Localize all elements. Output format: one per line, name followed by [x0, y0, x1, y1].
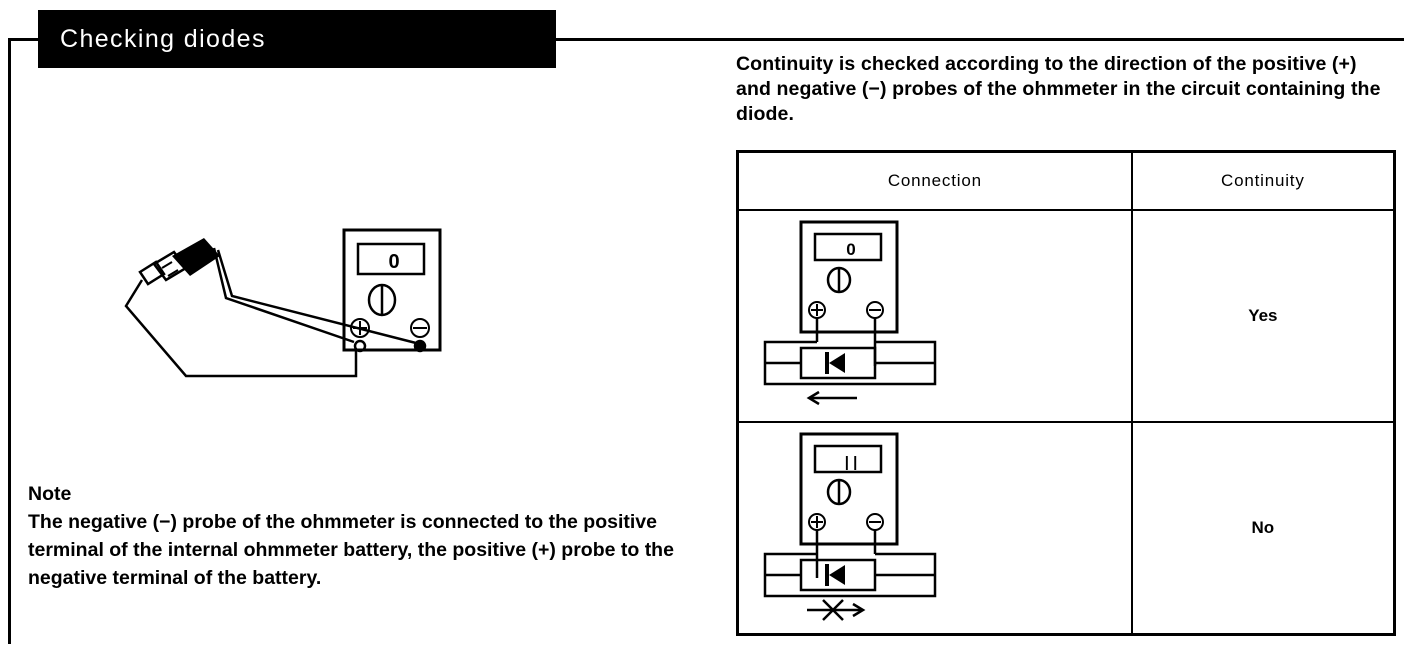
intro-paragraph: Continuity is checked according to the direction of the positive (+) and negative (−) probes of the ohmmeter in the circuit containing the diode.: [736, 53, 1381, 125]
ohmmeter-probe-drawing: [110, 200, 480, 410]
svg-text:| |: | |: [844, 454, 858, 471]
continuity-table: [736, 150, 1396, 636]
note-text: The negative (−) probe of the ohmmeter is connected to the positive terminal of the internal ohmmeter battery, the positive (+) probe to the negative terminal of the battery.: [28, 511, 674, 589]
table-row: [738, 210, 1395, 422]
diagram-reverse-bias: [738, 422, 1132, 635]
page-frame-top-left-rule: [8, 38, 40, 41]
page-frame-left-rule: [8, 38, 11, 644]
table-header-connection: Connection: [738, 152, 1132, 211]
svg-text:0: 0: [846, 240, 856, 259]
table-header-continuity: Continuity: [1132, 152, 1395, 211]
page-title: Checking diodes: [60, 24, 266, 53]
page-frame-top-right-rule: [556, 38, 1404, 41]
continuity-value-row-1: Yes: [1132, 210, 1395, 422]
ohmmeter-illustration: [110, 200, 480, 410]
svg-text:0: 0: [388, 251, 400, 273]
table-header-row: [738, 152, 1395, 211]
continuity-value-row-2: No: [1132, 422, 1395, 635]
note-block: [28, 483, 708, 592]
ohmmeter-diode-forward-svg: [739, 216, 959, 416]
table-row: [738, 422, 1395, 635]
section-title-bar: [38, 10, 556, 68]
note-title: Note: [28, 483, 72, 505]
diagram-forward-bias: [738, 210, 1132, 422]
ohmmeter-diode-reverse-svg: [739, 428, 959, 628]
